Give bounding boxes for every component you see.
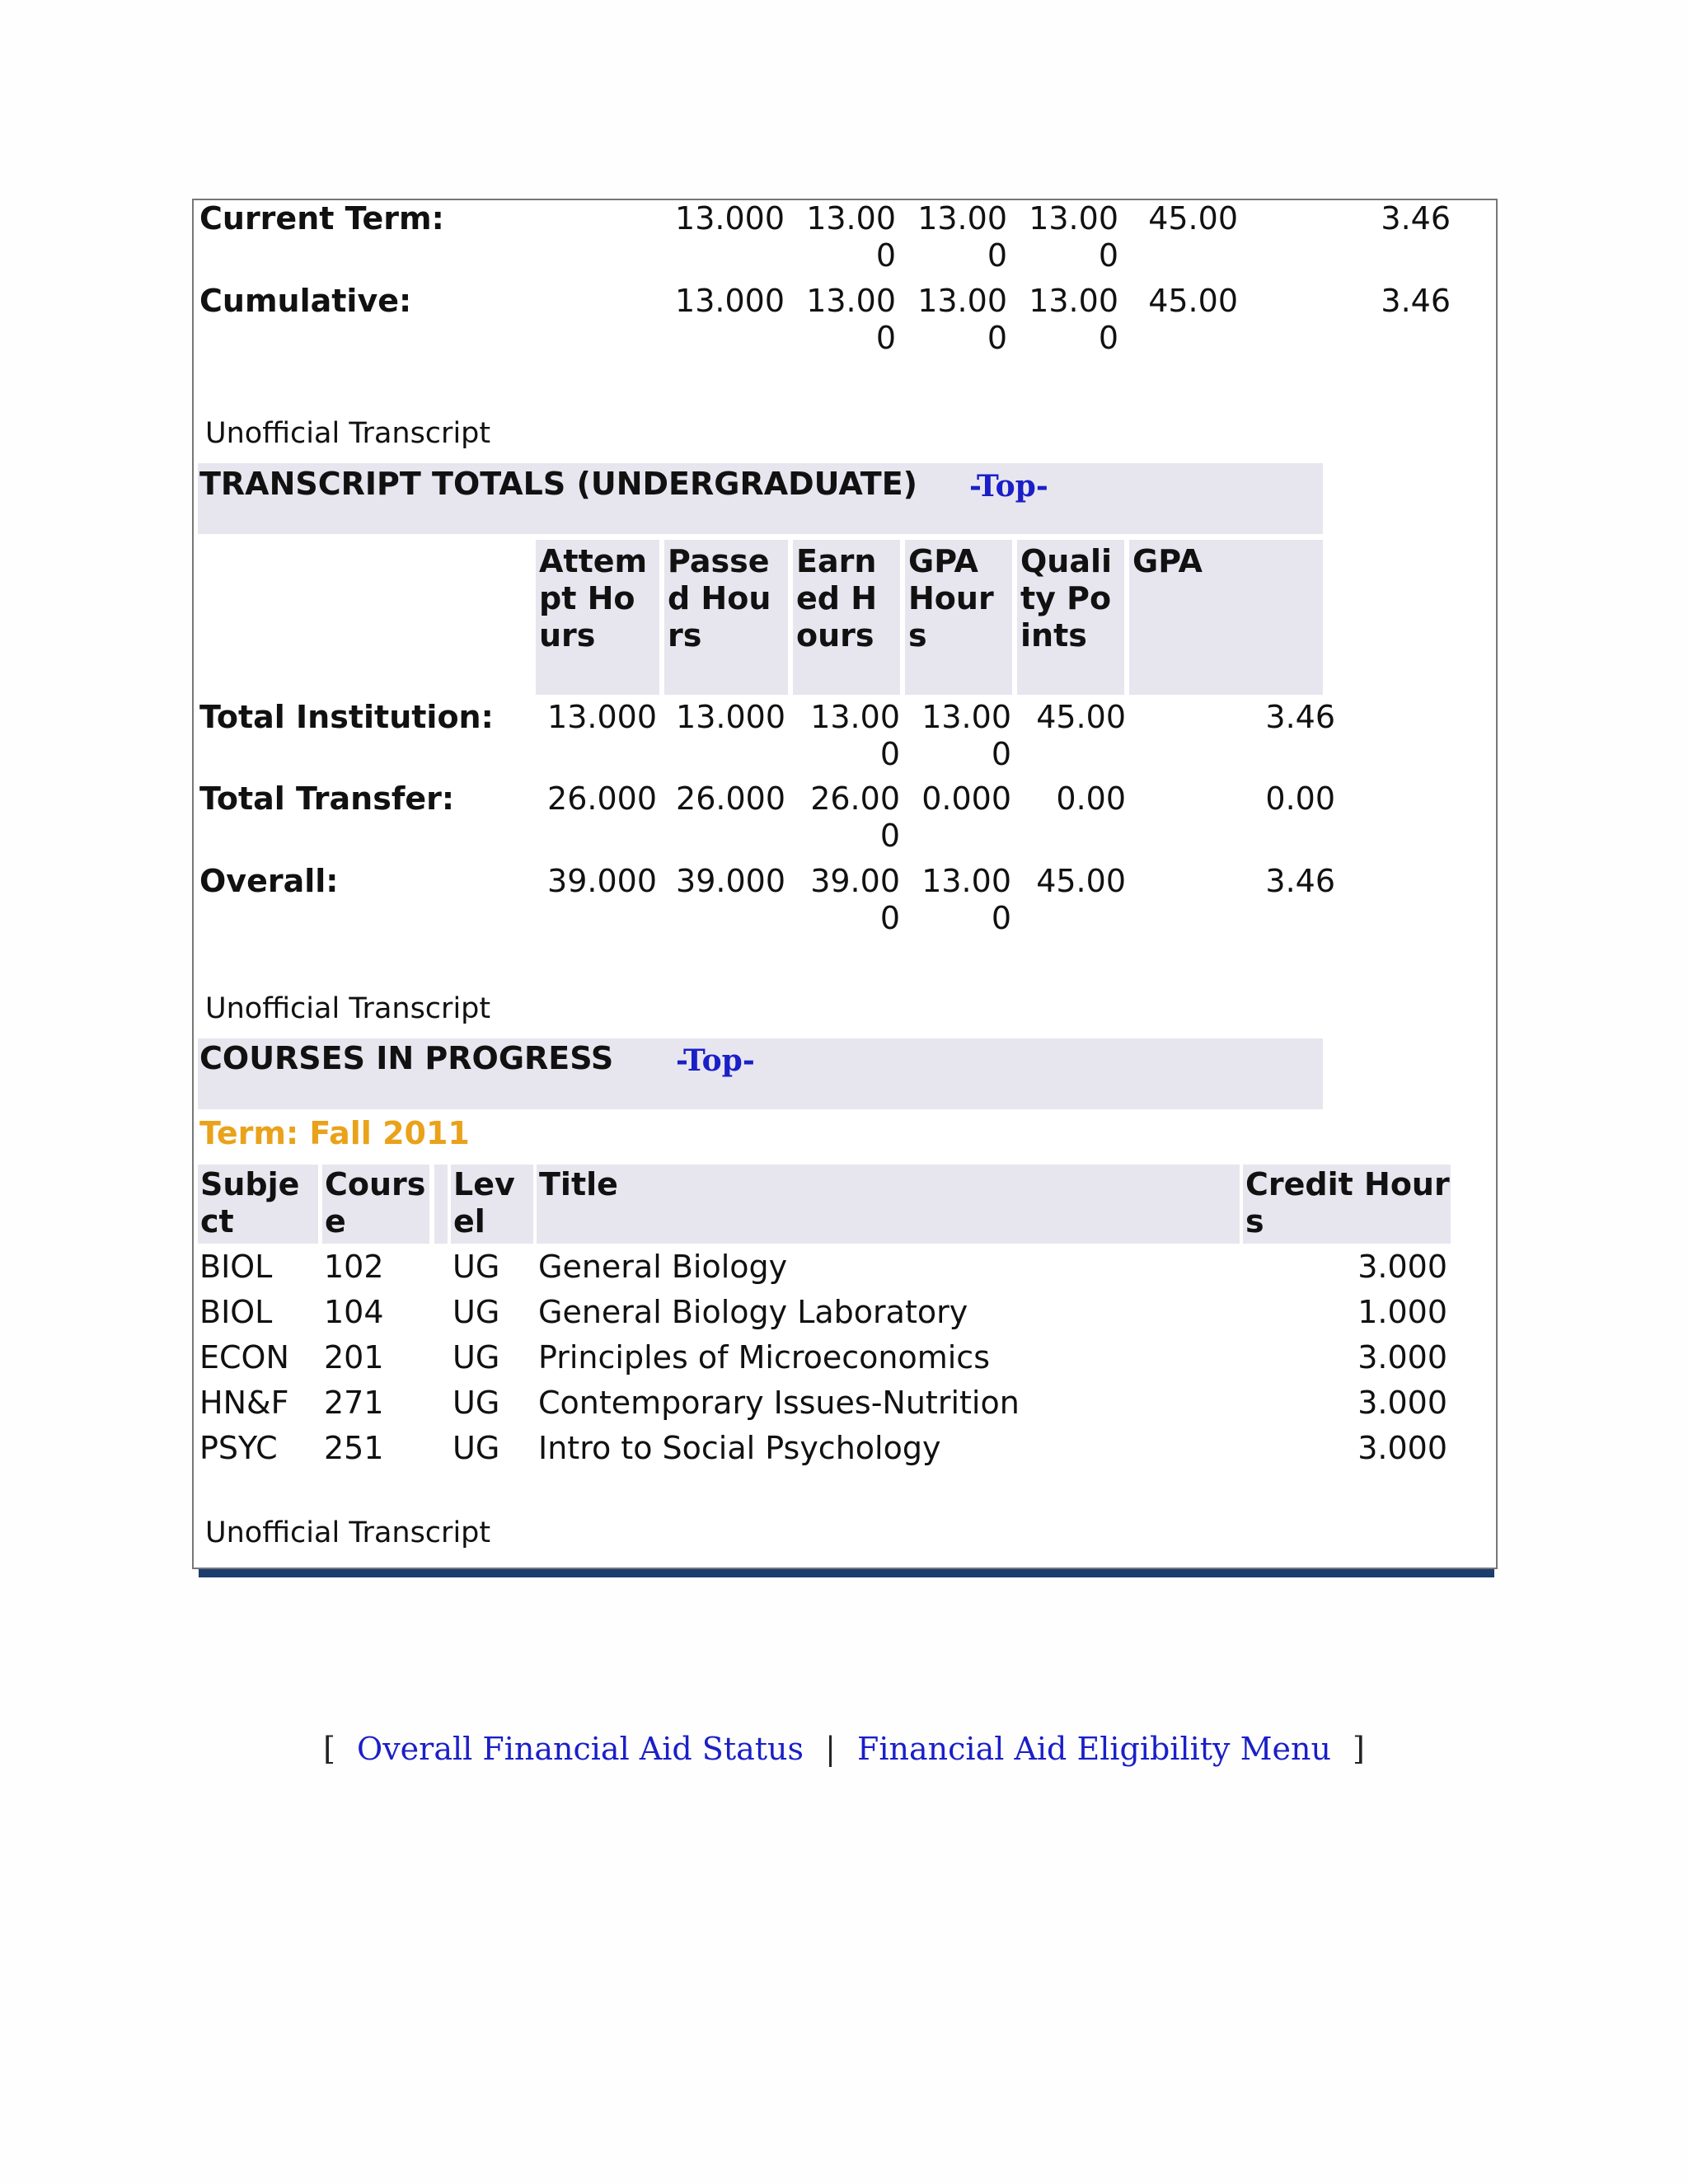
totals-row-value: 39.000 [810, 863, 900, 936]
column-header-label: Passed Hours [668, 543, 771, 654]
gpa-summary-value: 3.46 [1381, 283, 1451, 319]
column-header-label: Credit Hours [1245, 1166, 1450, 1240]
top-link[interactable]: -Top- [969, 469, 1048, 504]
gpa-summary-label: Cumulative: [199, 283, 412, 319]
gpa-summary-value: 13.000 [917, 200, 1007, 274]
totals-row-label: Total Transfer: [199, 780, 455, 817]
course-credit-hours: 3.000 [1357, 1339, 1447, 1376]
totals-row-value: 39.000 [547, 863, 657, 899]
gpa-summary-value: 13.000 [806, 200, 896, 274]
course-credit-hours: 3.000 [1357, 1430, 1447, 1466]
financial-aid-eligibility-menu-link[interactable]: Financial Aid Eligibility Menu [857, 1731, 1331, 1767]
courses-in-progress-heading: COURSES IN PROGRESS [199, 1040, 614, 1076]
totals-row-value: 13.000 [810, 699, 900, 772]
totals-row-value: 26.000 [676, 780, 785, 817]
totals-row-value: 3.46 [1265, 863, 1335, 899]
transcript-totals-heading: TRANSCRIPT TOTALS (UNDERGRADUATE) [199, 466, 918, 502]
column-header-cell [537, 1165, 1240, 1244]
totals-row-value: 45.00 [1036, 699, 1126, 735]
column-header-cell [536, 540, 659, 695]
course-level: UG [452, 1430, 500, 1466]
course-subject: BIOL [199, 1249, 273, 1285]
course-number: 251 [324, 1430, 384, 1466]
gpa-summary-value: 13.000 [1029, 200, 1118, 274]
totals-row-label: Overall: [199, 863, 339, 899]
course-number: 201 [324, 1339, 384, 1376]
unofficial-transcript-label: Unofficial Transcript [205, 417, 491, 450]
gpa-summary-value: 13.000 [917, 283, 1007, 356]
course-subject: ECON [199, 1339, 289, 1376]
column-header-label: Course [325, 1166, 426, 1240]
top-link[interactable]: -Top- [676, 1043, 755, 1078]
totals-row-value: 13.000 [547, 699, 657, 735]
totals-row-value: 26.000 [547, 780, 657, 817]
unofficial-transcript-label: Unofficial Transcript [205, 992, 491, 1025]
column-header-cell [905, 540, 1012, 695]
totals-row-value: 45.00 [1036, 863, 1126, 899]
course-title: General Biology [538, 1249, 788, 1285]
course-number: 102 [324, 1249, 384, 1285]
course-title: Principles of Microeconomics [538, 1339, 990, 1376]
totals-row-value: 26.000 [810, 780, 900, 854]
course-credit-hours: 3.000 [1357, 1249, 1447, 1285]
column-header-cell [793, 540, 900, 695]
course-number: 271 [324, 1385, 384, 1421]
nav-separator: | [825, 1731, 836, 1767]
column-header-cell [434, 1165, 448, 1244]
column-header-cell [451, 1165, 533, 1244]
totals-row-value: 0.00 [1265, 780, 1335, 817]
gpa-summary-value: 3.46 [1381, 200, 1451, 237]
course-level: UG [452, 1339, 500, 1376]
course-level: UG [452, 1294, 500, 1330]
course-level: UG [452, 1249, 500, 1285]
column-header-label: Quality Points [1020, 543, 1113, 654]
course-subject: HN&F [199, 1385, 289, 1421]
column-header-cell [1129, 540, 1323, 695]
totals-row-value: 39.000 [676, 863, 785, 899]
column-header-cell [1017, 540, 1124, 695]
course-level: UG [452, 1385, 500, 1421]
gpa-summary-label: Current Term: [199, 200, 444, 237]
gpa-summary-value: 45.00 [1148, 200, 1238, 237]
course-subject: BIOL [199, 1294, 273, 1330]
totals-row-value: 0.00 [1056, 780, 1126, 817]
bottom-rule [199, 1569, 1494, 1577]
column-header-label: GPA [1132, 543, 1203, 579]
gpa-summary-value: 13.000 [1029, 283, 1118, 356]
totals-row-value: 13.000 [676, 699, 785, 735]
term-label: Term: Fall 2011 [199, 1115, 470, 1151]
gpa-summary-value: 13.000 [675, 283, 785, 319]
column-header-cell [198, 1165, 318, 1244]
unofficial-transcript-label: Unofficial Transcript [205, 1516, 491, 1549]
totals-row-value: 13.000 [921, 863, 1011, 936]
course-subject: PSYC [199, 1430, 278, 1466]
course-credit-hours: 3.000 [1357, 1385, 1447, 1421]
course-credit-hours: 1.000 [1357, 1294, 1447, 1330]
column-header-label: Attempt Hours [539, 543, 648, 654]
nav-close-bracket: ] [1353, 1731, 1365, 1767]
column-header-label: Title [539, 1166, 618, 1202]
course-title: Intro to Social Psychology [538, 1430, 941, 1466]
column-header-label: Subject [200, 1166, 300, 1240]
column-header-cell [322, 1165, 429, 1244]
course-title: General Biology Laboratory [538, 1294, 968, 1330]
column-header-label: GPA Hours [908, 543, 994, 654]
gpa-summary-value: 13.000 [675, 200, 785, 237]
nav-open-bracket: [ [323, 1731, 335, 1767]
gpa-summary-value: 45.00 [1148, 283, 1238, 319]
totals-row-value: 13.000 [921, 699, 1011, 772]
column-header-cell [1243, 1165, 1451, 1244]
course-title: Contemporary Issues-Nutrition [538, 1385, 1020, 1421]
column-header-label: Level [453, 1166, 515, 1240]
gpa-summary-value: 13.000 [806, 283, 896, 356]
course-number: 104 [324, 1294, 384, 1330]
totals-row-value: 3.46 [1265, 699, 1335, 735]
column-header-cell [664, 540, 788, 695]
overall-financial-aid-status-link[interactable]: Overall Financial Aid Status [357, 1731, 804, 1767]
totals-row-value: 0.000 [921, 780, 1011, 817]
column-header-label: Earned Hours [796, 543, 878, 654]
financial-aid-nav [0, 1731, 1688, 1767]
totals-row-label: Total Institution: [199, 699, 494, 735]
